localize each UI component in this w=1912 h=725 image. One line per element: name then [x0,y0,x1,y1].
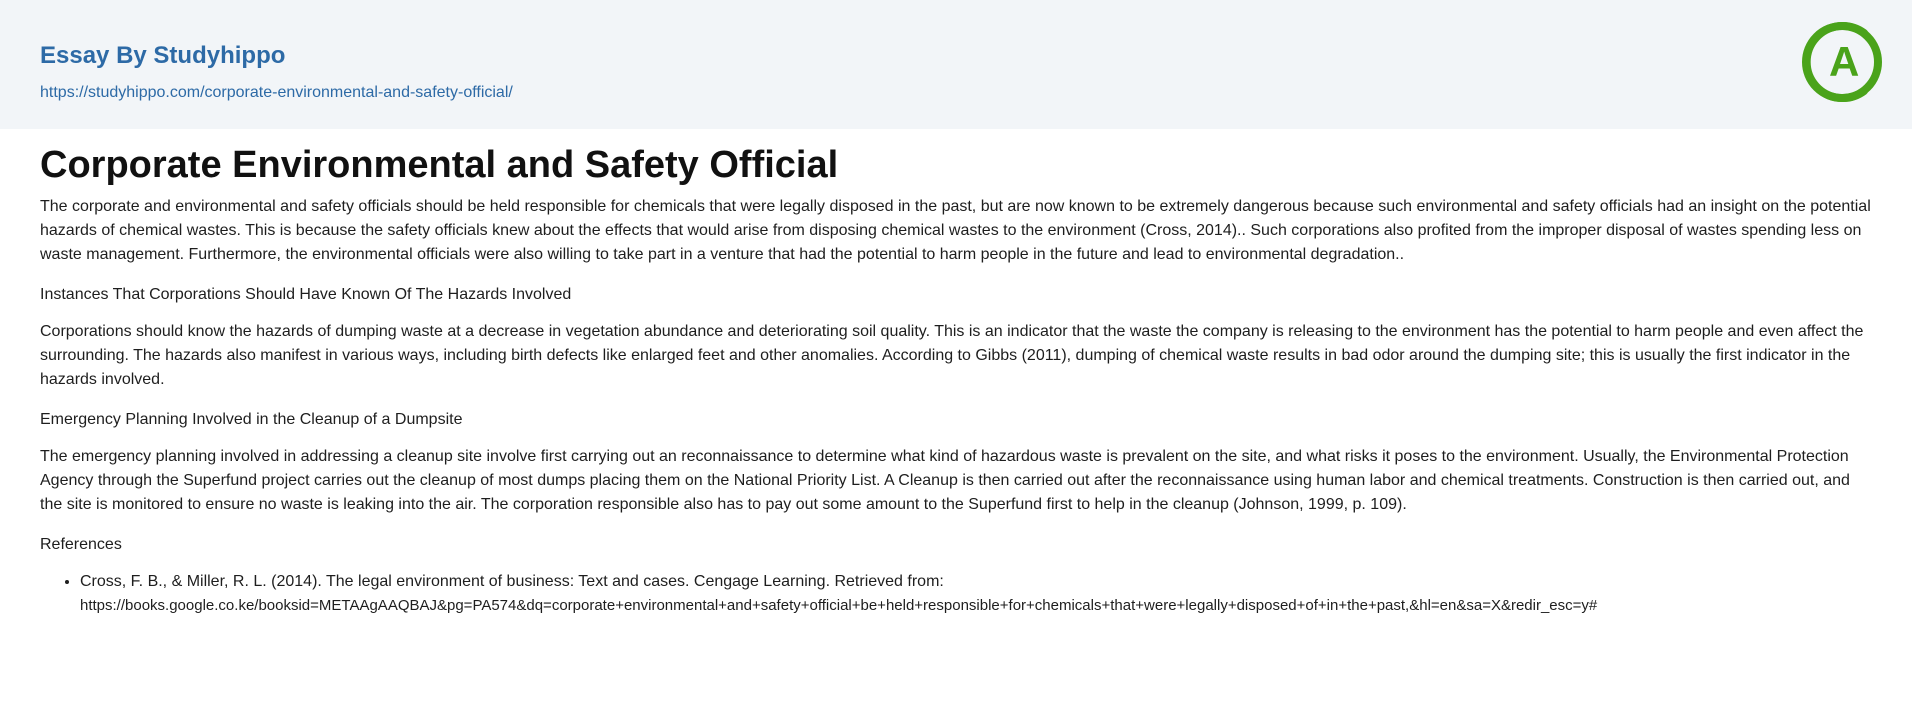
paragraph-intro: The corporate and environmental and safety officials should be held responsible for chemicals that were legally disposed in the past, but are now known to be extremely dangerous because such environmental and safety officials had an insight on the potential hazards of chemical wastes. This is because the safety officials knew about the effects that would arise from disposing chemical wastes to the environment (Cross, 2014).. Such corporations also profited from the improper disposal of wastes spending less on waste management. Furthermore, the environmental officials were also willing to take part in a venture that had the potential to harm people in the future and lead to environmental degradation.. [40,198,1871,263]
page-header [0,0,1912,129]
site-brand[interactable]: Essay By Studyhippo [40,42,286,69]
source-url-link[interactable]: https://studyhippo.com/corporate-environmental-and-safety-official/ [40,84,513,101]
references-heading: References [40,536,122,553]
section-heading-emergency-planning: Emergency Planning Involved in the Cleanup of a Dumpsite [40,411,463,428]
reference-text: Cross, F. B., & Miller, R. L. (2014). The legal environment of business: Text and cases. Cengage Learning. Retrieved from: [80,573,944,590]
reference-item [80,570,1872,618]
reference-url[interactable]: https://books.google.co.ke/booksid=METAAgAAQBAJ&pg=PA574&dq=corporate+environmental+and+safety+official+be+held+responsible+for+chemicals+that+were+legally+disposed+of+in+the+past,&hl=en&sa=X&redir_esc=y# [80,597,1598,614]
paragraph-emergency-planning: The emergency planning involved in addressing a cleanup site involve first carrying out an reconnaissance to determine what kind of hazardous waste is prevalent on the site, and what risks it poses to the environment. Usually, the Environmental Protection Agency through the Superfund project carries out the cleanup of most dumps placing them on the National Priority List. A Cleanup is then carried out after the reconnaissance using human labor and chemical treatments. Construction is then carried out, and the site is monitored to ensure no waste is leaking into the air. The corporation responsible also has to pay out some amount to the Superfund first to help in the cleanup (Johnson, 1999, p. 109). [40,448,1850,513]
paragraph-hazards: Corporations should know the hazards of dumping waste at a decrease in vegetation abundance and deteriorating soil quality. This is an indicator that the waste the company is releasing to the environment has the potential to harm people and even affect the surrounding. The hazards also manifest in various ways, including birth defects like enlarged feet and other anomalies. According to Gibbs (2011), dumping of chemical waste results in bad odor around the dumping site; this is usually the first indicator in the hazards involved. [40,323,1864,388]
essay-content [0,129,1912,618]
references-list [40,570,1872,618]
section-heading-hazards: Instances That Corporations Should Have Known Of The Hazards Involved [40,286,572,303]
page-title: Corporate Environmental and Safety Official [40,144,839,186]
logo-letter: A [1829,38,1860,85]
studyhippo-logo-icon[interactable] [1798,18,1886,106]
